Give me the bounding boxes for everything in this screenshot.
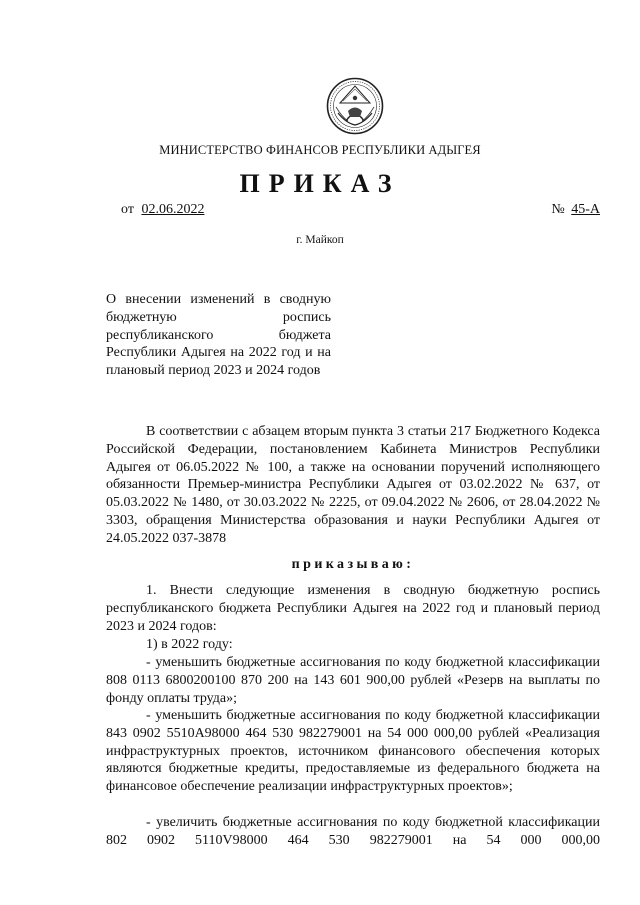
order-word: приказываю:: [291, 557, 415, 572]
item-1-1-paragraph: 1) в 2022 году:: [146, 637, 233, 652]
basis-paragraph: В соответствии с абзацем вторым пункта 3 статьи 217 Бюджетного Кодекса Российской Федерации, постановлением Кабинета Министров Республики Адыгея от 06.05.2022 № 100, а также на основании поручений исполняющего обязанности Премьер-министра Республики Адыгея от 03.02.2022 № 637, от 05.03.2022 № 1480, от 30.03.2022 № 2225, от 09.04.2022 № 2606, от 28.04.2022 № 3303, обращения Министерства образования и науки Республики Адыгея от 24.05.2022 037-3878: [106, 424, 600, 546]
order-date: [121, 202, 204, 218]
order-number: [551, 202, 600, 218]
ministry-name: МИНИСТЕРСТВО ФИНАНСОВ РЕСПУБЛИКИ АДЫГЕЯ: [159, 143, 481, 157]
increase-bullet-3: - увеличить бюджетные ассигнования по коду бюджетной классификации 802 0902 5110V98000 464 530 982279001 на 54 000 000,00: [106, 815, 600, 848]
document-type-title: ПРИКАЗ: [239, 169, 401, 198]
decrease-bullet-1: - уменьшить бюджетные ассигнования по коду бюджетной классификации 808 0113 6800200100 870 200 на 143 601 900,00 рублей «Резерв на выплаты по фонду оплаты труда»;: [106, 655, 600, 706]
date-prefix: от: [121, 202, 134, 217]
city-name: г. Майкоп: [296, 234, 344, 246]
decrease-bullet-2: - уменьшить бюджетные ассигнования по коду бюджетной классификации 843 0902 5510А98000 464 530 982279001 на 54 000 000,00 рублей «Реализация инфраструктурных проектов, источником финансового обеспечения которых являются бюджетные кредиты, предоставляемые из федерального бюджета на финансовое обеспечение реализации инфраструктурных проектов»;: [106, 708, 600, 795]
item-1-paragraph: 1. Внести следующие изменения в сводную бюджетную роспись республиканского бюджета Республики Адыгея на 2022 год и плановый период 2023 и 2024 годов:: [106, 583, 600, 634]
number-prefix: №: [551, 202, 565, 217]
date-value: 02.06.2022: [141, 202, 205, 217]
number-value: 45-А: [571, 202, 600, 217]
document-subject: О внесении изменений в сводную бюджетную роспись республиканского бюджета Республики Адыгея на 2022 год и на плановый период 2023 и 2024 годов: [106, 292, 331, 379]
coat-of-arms-emblem: [326, 77, 384, 135]
